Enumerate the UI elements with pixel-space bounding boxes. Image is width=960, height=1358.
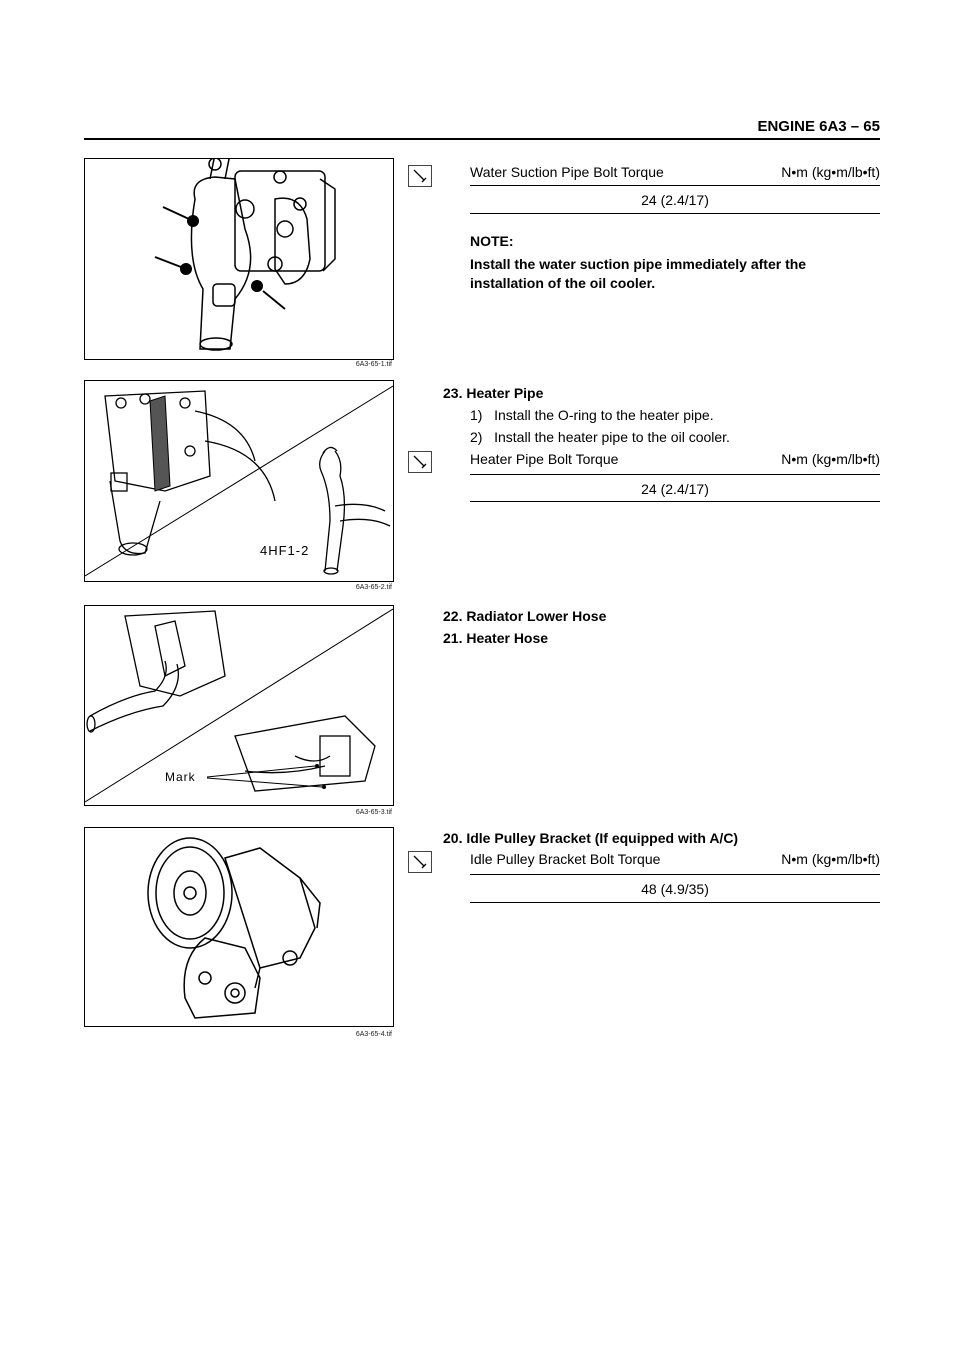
torque-label: Idle Pulley Bracket Bolt Torque — [470, 851, 661, 867]
torque-wrench-icon — [408, 165, 432, 187]
torque-unit: N•m (kg•m/lb•ft) — [781, 164, 880, 180]
figure-label: 4HF1-2 — [260, 543, 310, 558]
table-rule — [470, 474, 880, 475]
torque-wrench-icon — [408, 851, 432, 873]
header-rule — [84, 138, 880, 140]
figure-caption: 6A3-65-1.tif — [355, 361, 392, 368]
torque-unit: N•m (kg•m/lb•ft) — [781, 851, 880, 867]
figure-caption: 6A3-65-3.tif — [355, 809, 392, 816]
torque-unit: N•m (kg•m/lb•ft) — [781, 451, 880, 467]
table-rule — [470, 874, 880, 875]
note-title: NOTE: — [470, 233, 514, 249]
figure-caption: 6A3-65-2.tif — [355, 584, 392, 591]
torque-wrench-icon — [408, 451, 432, 473]
item-heater-hose: 21. Heater Hose — [443, 630, 549, 646]
page-header: ENGINE 6A3 – 65 — [757, 118, 880, 135]
torque-label: Water Suction Pipe Bolt Torque — [470, 164, 664, 180]
step-2: 2) Install the heater pipe to the oil cooler. — [470, 429, 730, 445]
torque-value: 24 (2.4/17) — [641, 481, 709, 497]
figure-idle-pulley-bracket — [84, 827, 394, 1027]
note-text: Install the water suction pipe immediately after the installation of the oil cooler. — [470, 256, 807, 291]
figure-water-suction-pipe — [84, 158, 394, 360]
figure-heater-pipe — [84, 380, 394, 582]
torque-value: 48 (4.9/35) — [641, 881, 709, 897]
torque-value: 24 (2.4/17) — [641, 192, 709, 208]
table-rule — [470, 213, 880, 214]
figure-label: Mark — [165, 770, 196, 784]
table-rule — [470, 501, 880, 502]
torque-label: Heater Pipe Bolt Torque — [470, 451, 619, 467]
item-heading: 23. Heater Pipe — [443, 385, 544, 401]
item-radiator-lower-hose: 22. Radiator Lower Hose — [443, 608, 607, 624]
table-rule — [470, 902, 880, 903]
item-heading: 20. Idle Pulley Bracket (If equipped with A/C) — [443, 830, 739, 846]
step-1: 1) Install the O-ring to the heater pipe. — [470, 407, 714, 423]
figure-caption: 6A3-65-4.tif — [355, 1031, 392, 1038]
table-rule — [470, 185, 880, 186]
figure-radiator-heater-hose — [84, 605, 394, 806]
